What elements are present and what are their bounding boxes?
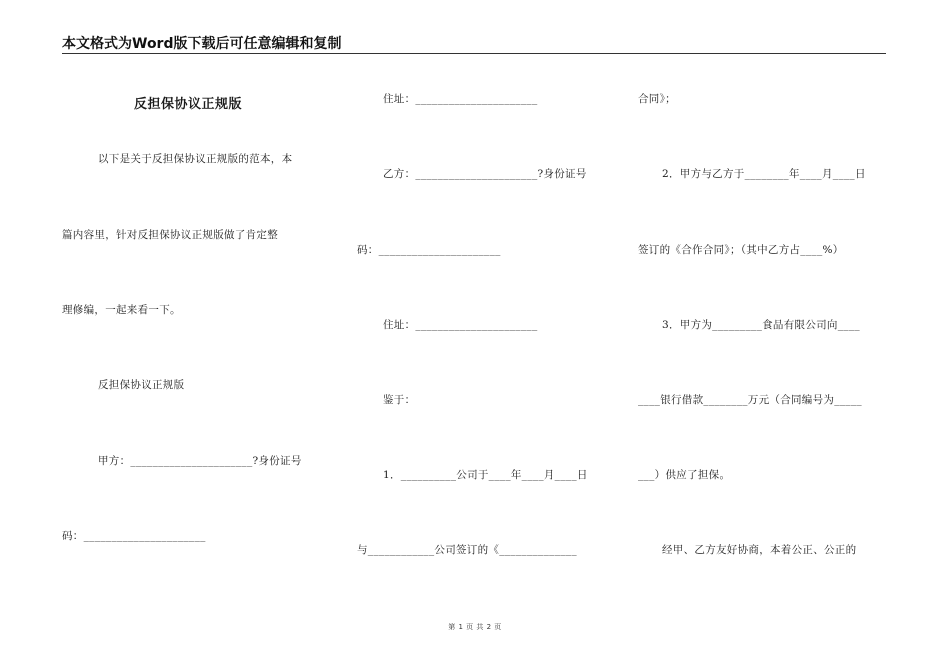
paragraph-line: 甲方：______________________?身份证号 (98, 455, 302, 467)
paragraph-line: 乙方：______________________?身份证号 (383, 168, 587, 180)
document-header-banner: 本文格式为Word版下载后可任意编辑和复制 (62, 36, 342, 52)
text-column-1 (62, 0, 332, 672)
paragraph-line: 码：______________________ (62, 530, 206, 542)
paragraph-line: 2．甲方与乙方于________年____月____日 (662, 168, 866, 180)
text-column-3 (638, 0, 894, 672)
paragraph-line: 反担保协议正规版 (98, 379, 185, 391)
paragraph-line: 鉴于： (383, 394, 416, 406)
document-title: 反担保协议正规版 (134, 97, 243, 112)
paragraph-line: 住址：______________________ (383, 319, 538, 331)
paragraph-line: 1．__________公司于____年____月____日 (383, 469, 588, 481)
paragraph-line: 码：______________________ (357, 244, 501, 256)
paragraph-line: ____银行借款________万元（合同编号为_____ (638, 394, 862, 406)
paragraph-line: 签订的《合作合同》；（其中乙方占____%） (638, 244, 844, 256)
paragraph-line: 住址：______________________ (383, 93, 538, 105)
paragraph-line: 理修编，一起来看一下。 (62, 304, 181, 316)
paragraph-line: 3．甲方为_________食品有限公司向____ (662, 319, 860, 331)
page-number-footer: 第 1 页 共 2 页 (448, 623, 502, 631)
text-column-2 (357, 0, 627, 672)
paragraph-line: 与____________公司签订的《______________ (357, 544, 577, 556)
paragraph-line: 经甲、乙方友好协商，本着公正、公正的 (662, 544, 857, 556)
paragraph-line: 篇内容里，针对反担保协议正规版做了肯定整 (62, 229, 278, 241)
paragraph-line: 以下是关于反担保协议正规版的范本，本 (98, 153, 293, 165)
paragraph-line: ___）供应了担保。 (638, 469, 731, 481)
paragraph-line: 合同》； (638, 93, 676, 105)
